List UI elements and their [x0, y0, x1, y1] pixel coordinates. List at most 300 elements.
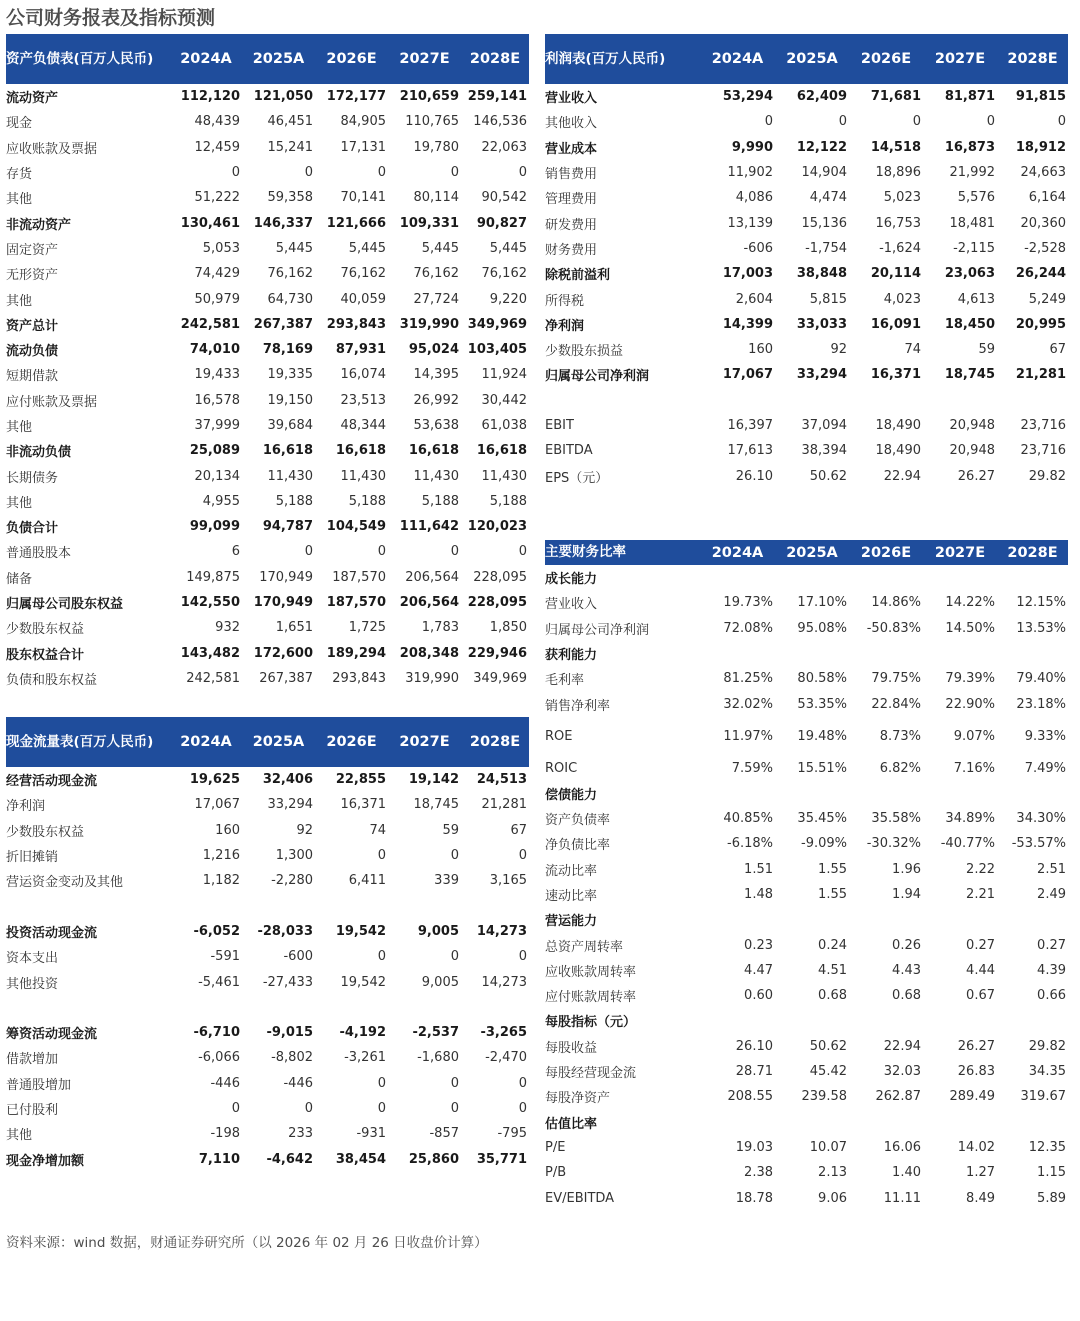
value-cell: 76,162 [413, 266, 459, 282]
table-row [6, 463, 529, 488]
value-cell: 0 [986, 114, 995, 130]
value-cell [700, 1110, 775, 1135]
table-row [6, 413, 529, 438]
value-cell: -53.57% [1011, 836, 1066, 852]
value-cell: 19,625 [189, 772, 240, 788]
value-cell: 40.85% [723, 811, 773, 827]
row-label: 归属母公司股东权益 [6, 597, 124, 613]
value-cell: -1,624 [879, 240, 921, 256]
value-cell: 4.47 [744, 962, 773, 978]
value-cell: -931 [356, 1126, 386, 1142]
value-cell: 103,405 [467, 342, 527, 358]
value-cell: 16,618 [408, 443, 459, 459]
value-cell: 9.07% [953, 728, 995, 744]
value-cell: 1.55 [818, 861, 847, 877]
row-label: EV/EBITDA [545, 1190, 615, 1206]
value-cell: 11,924 [481, 367, 527, 383]
value-cell: -795 [497, 1126, 527, 1142]
value-cell: 1.27 [966, 1165, 995, 1181]
row-label: 营运资金变动及其他 [6, 875, 124, 891]
page-title: 公司财务报表及指标预测 [6, 7, 216, 29]
value-cell: 21,281 [1015, 367, 1066, 383]
section-row [545, 135, 1068, 160]
value-cell: 53,638 [413, 418, 459, 433]
value-cell: 2.13 [818, 1165, 847, 1181]
table-row [545, 717, 1068, 756]
row-label: 净负债比率 [545, 838, 611, 854]
value-cell: -9.09% [801, 836, 847, 852]
value-cell: 37,999 [194, 418, 240, 433]
table-row [6, 135, 529, 160]
value-cell: 13.53% [1016, 620, 1066, 636]
value-cell: 16,873 [944, 139, 995, 155]
table-row [545, 160, 1068, 185]
value-cell [775, 641, 849, 666]
value-cell: 14,904 [801, 165, 847, 181]
row-label: 少数股东损益 [545, 344, 624, 360]
table-row [545, 337, 1068, 362]
value-cell [849, 1110, 923, 1135]
row-label: 营业收入 [545, 91, 598, 107]
value-cell: 33,033 [796, 316, 847, 332]
value-cell: 11.97% [723, 728, 773, 744]
value-cell: 5,249 [1028, 291, 1066, 307]
value-cell: 1,783 [421, 620, 459, 636]
row-label: 偿债能力 [545, 787, 598, 803]
value-cell [997, 641, 1068, 666]
row-label: 少数股东权益 [6, 824, 85, 840]
value-cell: 81.25% [723, 671, 773, 687]
value-cell [997, 1008, 1068, 1033]
spacer-cell [6, 995, 529, 1020]
value-cell: 208.55 [727, 1089, 773, 1105]
value-cell: 35.45% [797, 811, 847, 827]
table-row [6, 1071, 529, 1096]
value-cell [700, 907, 775, 932]
section-row [6, 84, 529, 109]
row-label: 流动资产 [6, 91, 59, 107]
value-cell: 1,651 [275, 620, 313, 636]
value-cell: 239.58 [801, 1089, 847, 1105]
section-row [6, 312, 529, 337]
value-cell: 13,139 [727, 215, 773, 231]
value-cell: 146,337 [253, 215, 313, 231]
section-row [545, 781, 1068, 806]
value-cell: 262.87 [875, 1089, 921, 1105]
value-cell: 26,244 [1015, 266, 1066, 282]
value-cell [775, 1008, 849, 1033]
year-header: 2024A [170, 717, 242, 767]
value-cell: 0.66 [1037, 988, 1066, 1004]
value-cell: 0 [231, 1101, 240, 1116]
value-cell: -27,433 [262, 974, 313, 990]
row-label: EBITDA [545, 443, 593, 459]
table-row [6, 868, 529, 893]
value-cell [775, 781, 849, 806]
row-label: 每股经营现金流 [545, 1066, 637, 1082]
value-cell: 1.96 [892, 861, 921, 877]
value-cell [775, 907, 849, 932]
value-cell [923, 641, 997, 666]
section-row [545, 312, 1068, 337]
table-row [6, 969, 529, 994]
value-cell: -1,680 [417, 1050, 459, 1066]
year-header: 2027E [388, 717, 461, 767]
value-cell: 4.39 [1037, 962, 1066, 978]
value-cell: 1,725 [348, 620, 386, 636]
table-row [545, 983, 1068, 1008]
value-cell: 18,896 [875, 165, 921, 181]
value-cell: 5,188 [489, 493, 527, 509]
value-cell: 76,162 [481, 266, 527, 282]
value-cell: 14,395 [413, 367, 459, 383]
value-cell: 0.27 [1037, 937, 1066, 953]
value-cell: -198 [210, 1126, 240, 1142]
row-label: ROE [545, 728, 573, 744]
row-label: 成长能力 [545, 572, 598, 588]
table-row [6, 388, 529, 413]
value-cell: 15.51% [797, 760, 847, 776]
row-label: 现金 [6, 116, 33, 132]
value-cell: 10.07 [809, 1139, 847, 1155]
value-cell: 4,023 [883, 291, 921, 307]
value-cell: 5,445 [275, 240, 313, 256]
row-label: 非流动资产 [6, 217, 72, 233]
value-cell: 267,387 [253, 316, 313, 332]
row-label: 营运能力 [545, 914, 598, 930]
year-header: 2028E [997, 34, 1068, 84]
value-cell: 170,949 [253, 595, 313, 611]
value-cell: 18,490 [875, 418, 921, 433]
value-cell: 18,490 [875, 443, 921, 459]
value-cell: 17,003 [722, 266, 773, 282]
value-cell: 20,948 [949, 443, 995, 459]
value-cell: 19,780 [413, 139, 459, 155]
year-header: 2024A [170, 34, 242, 84]
value-cell: 110,765 [405, 114, 459, 130]
value-cell: -50.83% [866, 620, 921, 636]
table-row [545, 831, 1068, 856]
spacer-row [545, 388, 1068, 413]
value-cell: 0 [450, 1101, 459, 1116]
value-cell [700, 1008, 775, 1033]
table-row [545, 1059, 1068, 1084]
value-cell: 46,451 [267, 114, 313, 130]
value-cell: 111,642 [399, 519, 459, 535]
table-row [545, 616, 1068, 641]
value-cell: 15,241 [267, 139, 313, 155]
value-cell: 0 [304, 544, 313, 560]
value-cell: -6,066 [198, 1050, 240, 1066]
row-label: 短期借款 [6, 369, 59, 385]
value-cell: 18,450 [944, 316, 995, 332]
value-cell: 14,518 [870, 139, 921, 155]
row-label: 所得税 [545, 293, 585, 309]
section-row [6, 1020, 529, 1045]
row-label: 普通股增加 [6, 1077, 72, 1093]
value-cell: 5,053 [202, 240, 240, 256]
value-cell: 1.48 [744, 887, 773, 902]
value-cell: 20,114 [870, 266, 921, 282]
table-row [545, 1160, 1068, 1185]
value-cell: 18.78 [735, 1190, 773, 1206]
value-cell: -2,115 [953, 240, 995, 256]
value-cell: 79.40% [1016, 671, 1066, 687]
value-cell: 142,550 [180, 595, 240, 611]
table-row [545, 413, 1068, 438]
row-label: 流动比率 [545, 863, 598, 879]
value-cell: 12.15% [1016, 595, 1066, 611]
row-label: 股东权益合计 [6, 647, 85, 663]
value-cell: 0 [231, 165, 240, 181]
value-cell: 90,827 [476, 215, 527, 231]
value-cell: 19.48% [797, 728, 847, 744]
value-cell: 9,005 [421, 974, 459, 990]
value-cell: 2.38 [744, 1165, 773, 1181]
value-cell: 149,875 [186, 569, 240, 585]
value-cell: 9.33% [1024, 728, 1066, 744]
value-cell: 92 [296, 822, 313, 838]
value-cell: 12.35 [1028, 1139, 1066, 1155]
row-label: 管理费用 [545, 192, 598, 208]
value-cell: 17,067 [722, 367, 773, 383]
value-cell: 14,399 [722, 316, 773, 332]
table-row [545, 857, 1068, 882]
value-cell: 233 [288, 1126, 313, 1142]
row-label: 资本支出 [6, 951, 59, 967]
balance-sheet-title: 资产负债表(百万人民币) [6, 34, 170, 84]
value-cell: 16,578 [194, 392, 240, 408]
value-cell: 64,730 [267, 291, 313, 307]
value-cell: 32.02% [723, 696, 773, 712]
value-cell: 9,005 [417, 923, 459, 939]
value-cell [923, 565, 997, 590]
value-cell: 5,445 [421, 240, 459, 256]
value-cell: 23,716 [1020, 443, 1066, 459]
value-cell: 4.44 [966, 962, 995, 978]
table-row [545, 691, 1068, 716]
value-cell: 67 [510, 822, 527, 838]
value-cell: 14.22% [945, 595, 995, 611]
row-label: EPS（元） [545, 470, 609, 486]
row-label: 应收账款及票据 [6, 141, 98, 157]
section-row [6, 210, 529, 235]
value-cell: 34.35 [1028, 1064, 1066, 1080]
value-cell: 170,949 [259, 569, 313, 585]
value-cell: 7,110 [198, 1151, 240, 1167]
section-row [545, 362, 1068, 387]
spacer-row [6, 995, 529, 1020]
value-cell: 16,397 [727, 418, 773, 433]
value-cell: 121,666 [326, 215, 386, 231]
value-cell: 11,430 [340, 468, 386, 484]
value-cell: 189,294 [326, 645, 386, 661]
value-cell: 12,459 [194, 139, 240, 155]
value-cell: 81,871 [944, 89, 995, 105]
value-cell: 0 [518, 544, 527, 560]
section-row [6, 1146, 529, 1171]
table-row [6, 160, 529, 185]
value-cell: -857 [429, 1126, 459, 1142]
row-label: 速动比率 [545, 889, 598, 904]
value-cell: -5,461 [198, 974, 240, 990]
table-row [6, 362, 529, 387]
year-header: 2027E [923, 540, 997, 565]
value-cell: 59 [442, 822, 459, 838]
table-row [6, 818, 529, 843]
value-cell: 16,618 [476, 443, 527, 459]
value-cell: -2,280 [271, 873, 313, 889]
value-cell: 228,095 [473, 569, 527, 585]
value-cell: 67 [1049, 342, 1066, 358]
value-cell: 9,990 [731, 139, 773, 155]
value-cell: 14,273 [481, 974, 527, 990]
row-label: 营业收入 [545, 597, 598, 613]
year-header: 2028E [461, 34, 529, 84]
value-cell: 50.62 [809, 1038, 847, 1054]
value-cell: 74,010 [189, 342, 240, 358]
value-cell: 0 [1057, 114, 1066, 130]
section-row [6, 767, 529, 792]
value-cell [700, 565, 775, 590]
table-row [6, 236, 529, 261]
value-cell: 18,745 [944, 367, 995, 383]
value-cell: -3,261 [344, 1050, 386, 1066]
value-cell: 79.75% [871, 671, 921, 687]
value-cell [849, 781, 923, 806]
value-cell: 6,411 [348, 873, 386, 889]
value-cell: -30.32% [866, 836, 921, 852]
value-cell: 1,850 [489, 620, 527, 636]
value-cell: 78,169 [262, 342, 313, 358]
value-cell: 289.49 [949, 1089, 995, 1105]
value-cell: 72.08% [723, 620, 773, 636]
value-cell [849, 641, 923, 666]
value-cell: -40.77% [940, 836, 995, 852]
value-cell: 0 [518, 1101, 527, 1116]
row-label: 负债合计 [6, 521, 59, 537]
value-cell: 187,570 [326, 595, 386, 611]
row-label: 获利能力 [545, 648, 598, 664]
row-label: 每股收益 [545, 1040, 598, 1056]
value-cell: 0 [377, 165, 386, 181]
value-cell: 1.94 [892, 887, 921, 902]
value-cell: 0 [518, 165, 527, 181]
value-cell: 7.49% [1024, 760, 1066, 776]
value-cell: 45.42 [809, 1064, 847, 1080]
value-cell: 12,122 [796, 139, 847, 155]
value-cell: 0.68 [892, 988, 921, 1004]
table-row [6, 1121, 529, 1146]
row-label: 少数股东权益 [6, 622, 85, 638]
value-cell: 24,663 [1020, 165, 1066, 181]
value-cell: 20,134 [194, 468, 240, 484]
value-cell: 4,613 [957, 291, 995, 307]
value-cell: 0.23 [744, 937, 773, 953]
year-header: 2027E [923, 34, 997, 84]
section-row [545, 261, 1068, 286]
value-cell: 19.73% [723, 595, 773, 611]
value-cell: -2,470 [485, 1050, 527, 1066]
source-note: 资料来源：wind 数据，财通证券研究所（以 2026 年 02 月 26 日收盘价计算） [6, 1235, 488, 1251]
value-cell: -446 [283, 1075, 313, 1091]
section-row [6, 438, 529, 463]
cash-flow-table [6, 717, 529, 1172]
value-cell: 20,948 [949, 418, 995, 433]
value-cell: -4,642 [266, 1151, 313, 1167]
value-cell: 28.71 [735, 1064, 773, 1080]
value-cell: 229,946 [467, 645, 527, 661]
value-cell: 8.73% [879, 728, 921, 744]
value-cell: -28,033 [257, 923, 313, 939]
value-cell [849, 907, 923, 932]
value-cell: -446 [210, 1075, 240, 1091]
value-cell: 16,074 [340, 367, 386, 383]
value-cell: 242,581 [180, 316, 240, 332]
value-cell: 160 [215, 822, 240, 838]
value-cell: 26,992 [413, 392, 459, 408]
row-label: 已付股利 [6, 1103, 59, 1118]
value-cell: 39,684 [267, 418, 313, 433]
value-cell: -6,052 [193, 923, 240, 939]
table-row [545, 806, 1068, 831]
value-cell: 349,969 [473, 670, 527, 686]
row-label: 净利润 [6, 799, 46, 815]
value-cell: -606 [743, 240, 773, 256]
value-cell: 339 [434, 873, 459, 889]
value-cell: 208,348 [399, 645, 459, 661]
value-cell: -8,802 [271, 1050, 313, 1066]
value-cell: -3,265 [480, 1025, 527, 1041]
year-header: 2026E [315, 717, 388, 767]
table-row [6, 286, 529, 311]
value-cell: 9.06 [818, 1190, 847, 1206]
value-cell: 71,681 [870, 89, 921, 105]
section-row [545, 565, 1068, 590]
value-cell: 90,542 [481, 190, 527, 206]
value-cell: 23,513 [340, 392, 386, 408]
value-cell: 59 [978, 342, 995, 358]
table-row [545, 185, 1068, 210]
value-cell: 14.02 [957, 1139, 995, 1155]
row-label: 毛利率 [545, 673, 585, 689]
value-cell: 26.27 [957, 468, 995, 484]
value-cell: -2,537 [412, 1025, 459, 1041]
value-cell: 23,063 [944, 266, 995, 282]
year-header: 2026E [315, 34, 388, 84]
value-cell: 14.50% [945, 620, 995, 636]
value-cell: 35,771 [476, 1151, 527, 1167]
row-label: 归属母公司净利润 [545, 622, 650, 638]
value-cell: -4,192 [339, 1025, 386, 1041]
table-row [545, 236, 1068, 261]
row-label: 存货 [6, 167, 33, 183]
row-label: 筹资活动现金流 [6, 1027, 98, 1043]
value-cell: 29.82 [1028, 468, 1066, 484]
section-row [545, 641, 1068, 666]
section-row [6, 337, 529, 362]
table-row [545, 666, 1068, 691]
value-cell: 91,815 [1015, 89, 1066, 105]
value-cell: 33,294 [796, 367, 847, 383]
spacer-cell [545, 388, 1068, 413]
table-row [6, 944, 529, 969]
value-cell: 26.10 [735, 1038, 773, 1054]
table-row [545, 932, 1068, 957]
value-cell: -2,528 [1024, 240, 1066, 256]
table-row [545, 210, 1068, 235]
row-label: 资产负债率 [545, 813, 611, 829]
